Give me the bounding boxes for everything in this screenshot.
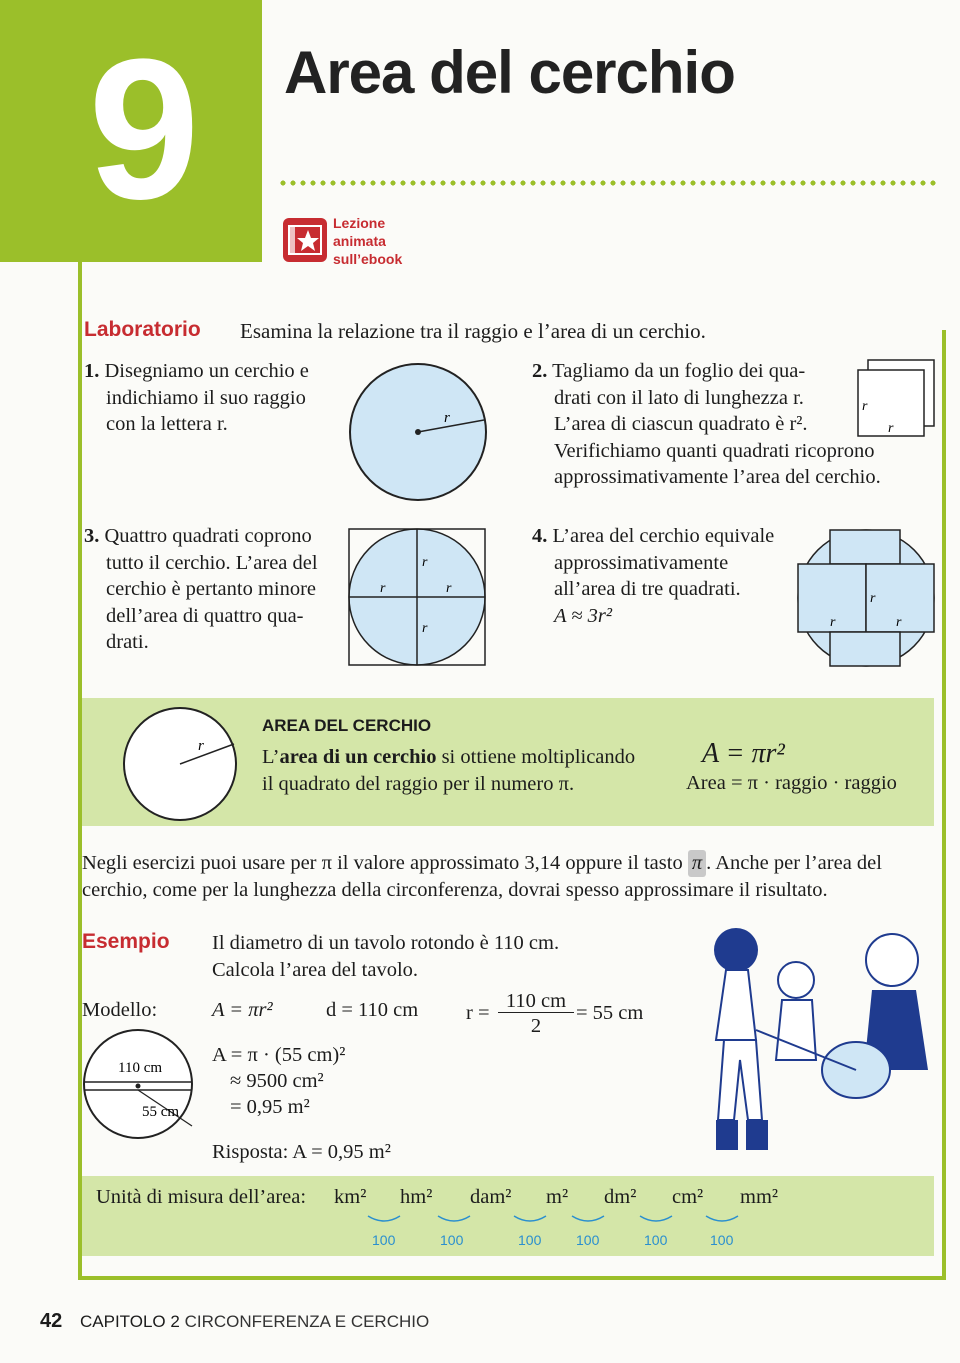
r-label: r (380, 581, 386, 596)
model-label: Modello: (82, 999, 158, 1021)
unit-dam2: dam² (470, 1186, 512, 1208)
r-label: r (198, 738, 204, 754)
r-label: r (446, 581, 452, 596)
film-star-icon[interactable] (283, 218, 327, 262)
table-circle-figure (80, 1028, 198, 1140)
factor-4: 100 (576, 1232, 600, 1248)
unit-m2: m² (546, 1186, 569, 1208)
factor-3: 100 (518, 1232, 542, 1248)
pi-key: π (688, 850, 706, 877)
step-4: 4. L’area del cerchio equivale approssimativamente all’area di tre quadrati. A ≈ 3r² (532, 525, 775, 627)
units-label: Unità di misura dell’area: (96, 1186, 307, 1208)
area-formula-words: Area = π · raggio · raggio (686, 772, 897, 794)
model-formula: A = πr² (212, 999, 273, 1021)
step-1: 1. Disegniamo un cerchio e indichiamo il suo raggio con la lettera r. (84, 360, 309, 435)
children-illustration (696, 920, 942, 1170)
footer-chapter: CAPITOLO 2 CIRCONFERENZA E CERCHIO (80, 1312, 430, 1331)
example-text: Il diametro di un tavolo rotondo è 110 cm. Calcola l’area del tavolo. (212, 932, 560, 981)
unit-cm2: cm² (672, 1186, 704, 1208)
lesson-line-3: sull’ebook (333, 251, 403, 267)
circle-radius-figure (344, 360, 492, 508)
calc-line-1: A = π · (55 cm)² (212, 1044, 346, 1066)
page-title: Area del cerchio (284, 39, 735, 106)
four-squares-figure (346, 526, 488, 668)
model-radius-num: 110 cm (498, 990, 574, 1013)
factor-6: 100 (710, 1232, 734, 1248)
unit-km2: km² (334, 1186, 367, 1208)
chapter-number: 9 (88, 18, 200, 241)
lab-text: Esamina la relazione tra il raggio e l’area di un cerchio. (240, 319, 706, 343)
factor-5: 100 (644, 1232, 668, 1248)
example-label: Esempio (82, 930, 170, 953)
area-definition: L’area di un cerchio si ottiene moltiplicando il quadrato del raggio per il numero π. (262, 746, 636, 795)
model-diameter: d = 110 cm (326, 999, 419, 1021)
r-label: r (422, 621, 428, 636)
frame-right (942, 330, 946, 1280)
unit-arrows (360, 1212, 760, 1228)
lesson-line-2: animata (333, 233, 386, 249)
answer: Risposta: A = 0,95 m² (212, 1141, 391, 1163)
frame-top-left (0, 258, 262, 262)
pi-note: Negli esercizi puoi usare per π il valore approssimato 3,14 oppure il tasto π . Anche per l’area del cerchio, come per la lunghezza della circonferenza, dovrai spesso approssimare il risultato. (82, 852, 882, 901)
unit-dm2: dm² (604, 1186, 637, 1208)
area-title: AREA DEL CERCHIO (262, 716, 432, 735)
r-label: r (896, 615, 902, 630)
frame-bottom (78, 1276, 946, 1280)
factor-2: 100 (440, 1232, 464, 1248)
r-label: r (888, 421, 894, 436)
animated-lesson-link[interactable] (333, 214, 402, 268)
unit-hm2: hm² (400, 1186, 433, 1208)
factor-1: 100 (372, 1232, 396, 1248)
three-squares-figure (794, 526, 938, 670)
r-label: r (862, 399, 868, 414)
page-number: 42 (40, 1310, 63, 1332)
step-2: 2. Tagliamo da un foglio dei qua- drati con il lato di lunghezza r. L’area di ciascun quadrato è r². Verifichiamo quanti quadrati ricoprono approssimativamente l’area del cerchio. (532, 360, 881, 488)
model-radius-den: 2 (530, 1015, 542, 1037)
r-label: r (422, 555, 428, 570)
lab-label: Laboratorio (84, 318, 201, 341)
dotted-divider (278, 180, 938, 186)
unit-mm2: mm² (740, 1186, 779, 1208)
calc-line-3: = 0,95 m² (230, 1096, 310, 1118)
circle-definition-figure (118, 704, 242, 828)
diameter-label: 110 cm (118, 1060, 163, 1076)
step-3: 3. Quattro quadrati coprono tutto il cerchio. L’area del cerchio è pertanto minore dell’area di quattro qua- drati. (84, 525, 318, 653)
r-label: r (830, 615, 836, 630)
r-label: r (444, 410, 450, 426)
model-radius-result: = 55 cm (576, 1002, 644, 1024)
model-radius-eq: r = (466, 1002, 490, 1024)
calc-line-2: ≈ 9500 cm² (230, 1070, 324, 1092)
radius-label: 55 cm (142, 1104, 180, 1120)
area-formula: A = πr² (702, 738, 785, 769)
lesson-line-1: Lezione (333, 215, 386, 231)
r-label: r (870, 591, 876, 606)
paper-squares-figure (854, 358, 940, 444)
